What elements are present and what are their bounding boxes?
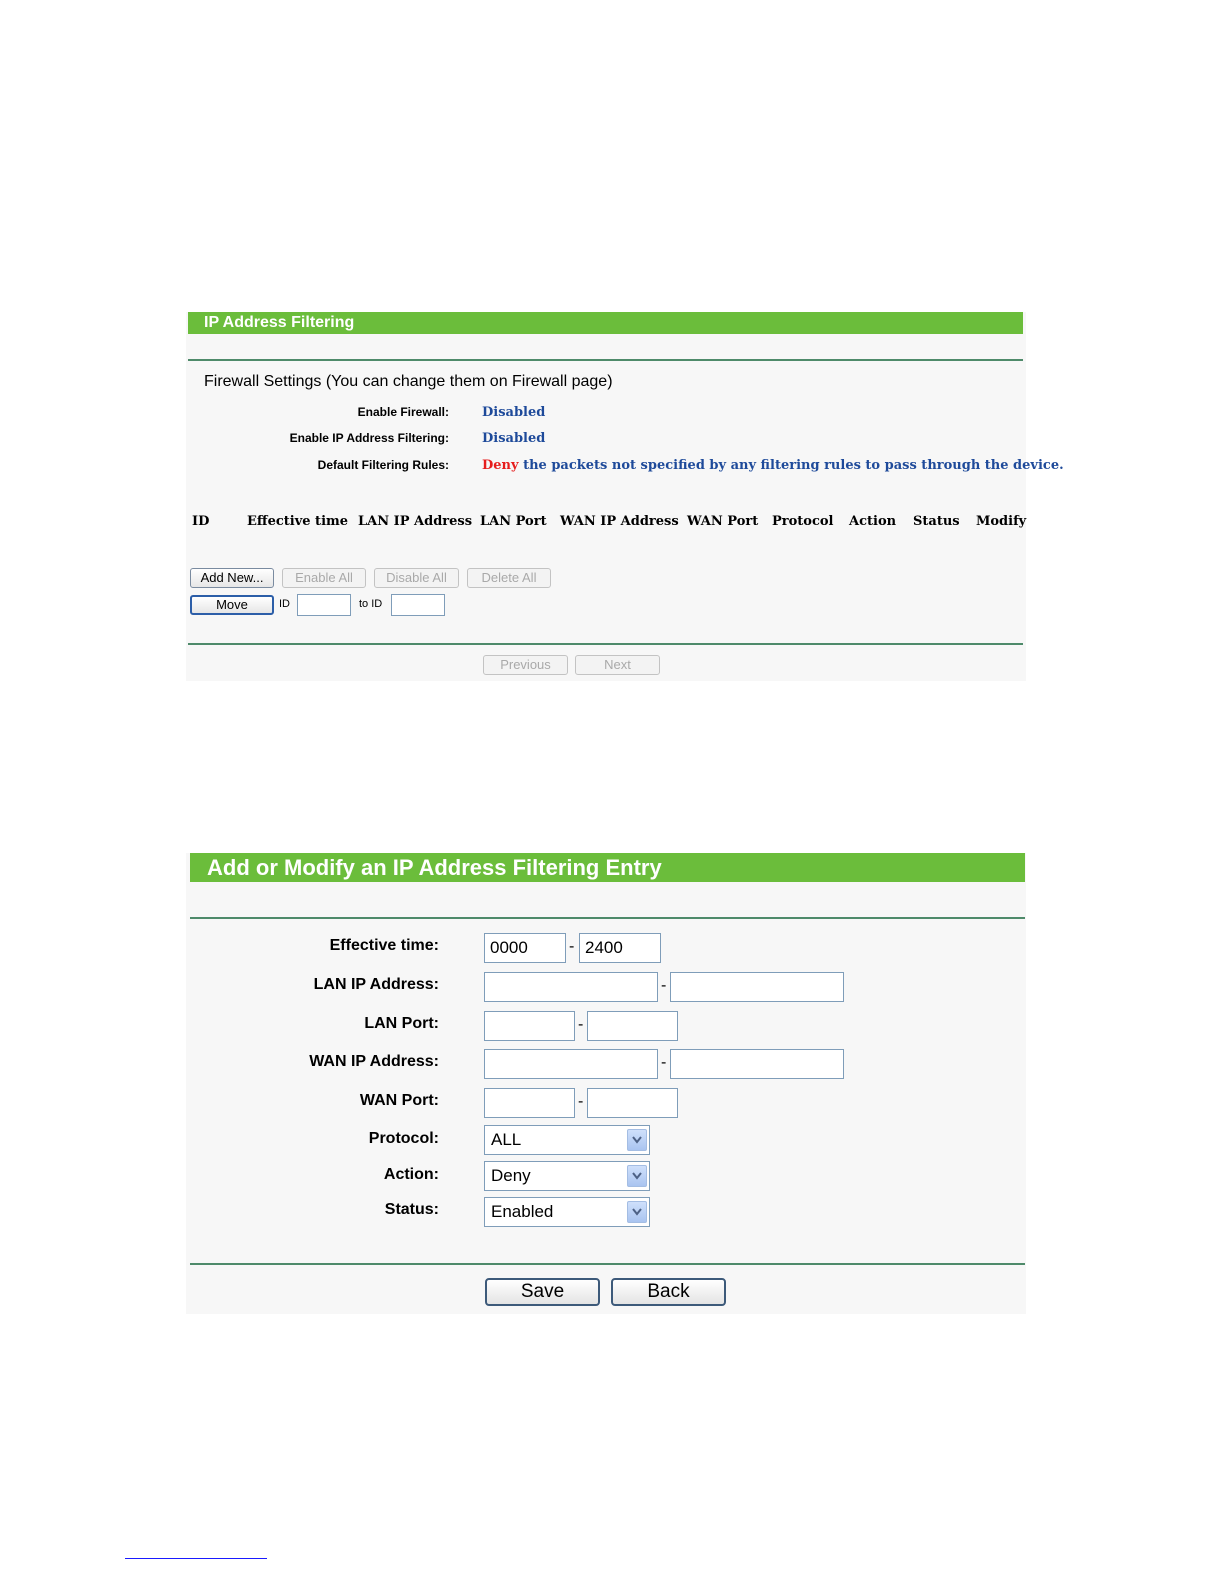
wan-port-label: WAN Port: <box>359 1092 439 1109</box>
protocol-label: Protocol: <box>368 1130 439 1147</box>
enable-ip-filtering-label: Enable IP Address Filtering: <box>289 431 449 445</box>
form-title-bar <box>190 853 1025 882</box>
lan-ip-start-input[interactable] <box>484 972 658 1002</box>
divider <box>188 643 1023 645</box>
default-rules-text: the packets not specified by any filtering rules to pass through the device. <box>523 458 1064 473</box>
panel-title: IP Address Filtering <box>204 314 355 331</box>
enable-all-button[interactable]: Enable All <box>282 568 366 588</box>
col-wan-ip: WAN IP Address <box>560 514 679 529</box>
lan-port-start-input[interactable] <box>484 1011 575 1041</box>
chevron-down-icon[interactable] <box>627 1129 647 1151</box>
col-modify: Modify <box>976 514 1027 529</box>
ip-filtering-panel <box>186 312 1064 681</box>
move-button[interactable]: Move <box>190 595 274 615</box>
wan-port-start-input[interactable] <box>484 1088 575 1118</box>
firewall-settings-heading: Firewall Settings (You can change them on Firewall page) <box>204 373 613 390</box>
effective-time-start-input[interactable]: 0000 <box>484 933 566 963</box>
divider <box>188 359 1023 361</box>
status-selected-value: Enabled <box>491 1202 554 1221</box>
action-select[interactable] <box>484 1161 650 1191</box>
col-status: Status <box>913 514 960 529</box>
wan-ip-label: WAN IP Address: <box>309 1053 439 1070</box>
default-rules-label: Default Filtering Rules: <box>317 458 449 472</box>
form-title: Add or Modify an IP Address Filtering Entry <box>207 855 662 880</box>
range-separator: - <box>661 977 667 994</box>
next-button[interactable]: Next <box>575 655 660 675</box>
lan-ip-label: LAN IP Address: <box>313 976 439 993</box>
move-from-id-input[interactable] <box>297 594 351 616</box>
chevron-down-icon[interactable] <box>627 1201 647 1223</box>
delete-all-button[interactable]: Delete All <box>467 568 551 588</box>
lan-port-end-input[interactable] <box>587 1011 678 1041</box>
save-button[interactable]: Save <box>485 1278 600 1306</box>
move-to-id-input[interactable] <box>391 594 445 616</box>
col-effective-time: Effective time <box>247 514 349 529</box>
enable-firewall-label: Enable Firewall: <box>357 405 449 419</box>
enable-ip-filtering-value: Disabled <box>482 431 546 446</box>
status-label: Status: <box>384 1201 439 1218</box>
range-separator: - <box>578 1093 584 1110</box>
entry-form-panel <box>186 853 1026 1314</box>
divider <box>190 1263 1025 1265</box>
col-action: Action <box>849 514 897 529</box>
wan-ip-start-input[interactable] <box>484 1049 658 1079</box>
wan-port-end-input[interactable] <box>587 1088 678 1118</box>
protocol-selected-value: ALL <box>491 1130 522 1149</box>
protocol-select[interactable] <box>484 1125 650 1155</box>
deny-text: Deny <box>482 458 519 473</box>
lan-ip-end-input[interactable] <box>670 972 844 1002</box>
effective-time-label: Effective time: <box>329 937 439 954</box>
status-select[interactable] <box>484 1197 650 1227</box>
range-separator: - <box>578 1016 584 1033</box>
col-lan-port: LAN Port <box>480 514 547 529</box>
back-button[interactable]: Back <box>611 1278 726 1306</box>
chevron-down-icon[interactable] <box>627 1165 647 1187</box>
action-label: Action: <box>383 1166 439 1183</box>
wan-ip-end-input[interactable] <box>670 1049 844 1079</box>
range-separator: - <box>569 938 575 955</box>
default-rules-value <box>482 458 1064 473</box>
previous-button[interactable]: Previous <box>483 655 568 675</box>
disable-all-button[interactable]: Disable All <box>374 568 459 588</box>
move-to-id-label: to ID <box>359 598 383 610</box>
col-wan-port: WAN Port <box>687 514 759 529</box>
col-protocol: Protocol <box>772 514 834 529</box>
enable-firewall-value: Disabled <box>482 405 546 420</box>
add-new-button[interactable]: Add New... <box>190 568 274 588</box>
col-id: ID <box>192 514 210 529</box>
action-selected-value: Deny <box>491 1166 531 1185</box>
effective-time-end-input[interactable]: 2400 <box>579 933 661 963</box>
range-separator: - <box>661 1054 667 1071</box>
footnote-separator <box>125 1558 267 1559</box>
lan-port-label: LAN Port: <box>364 1015 439 1032</box>
panel-title-bar <box>188 312 1023 334</box>
col-lan-ip: LAN IP Address <box>358 514 473 529</box>
move-id-label: ID <box>279 598 290 610</box>
divider <box>190 917 1025 919</box>
